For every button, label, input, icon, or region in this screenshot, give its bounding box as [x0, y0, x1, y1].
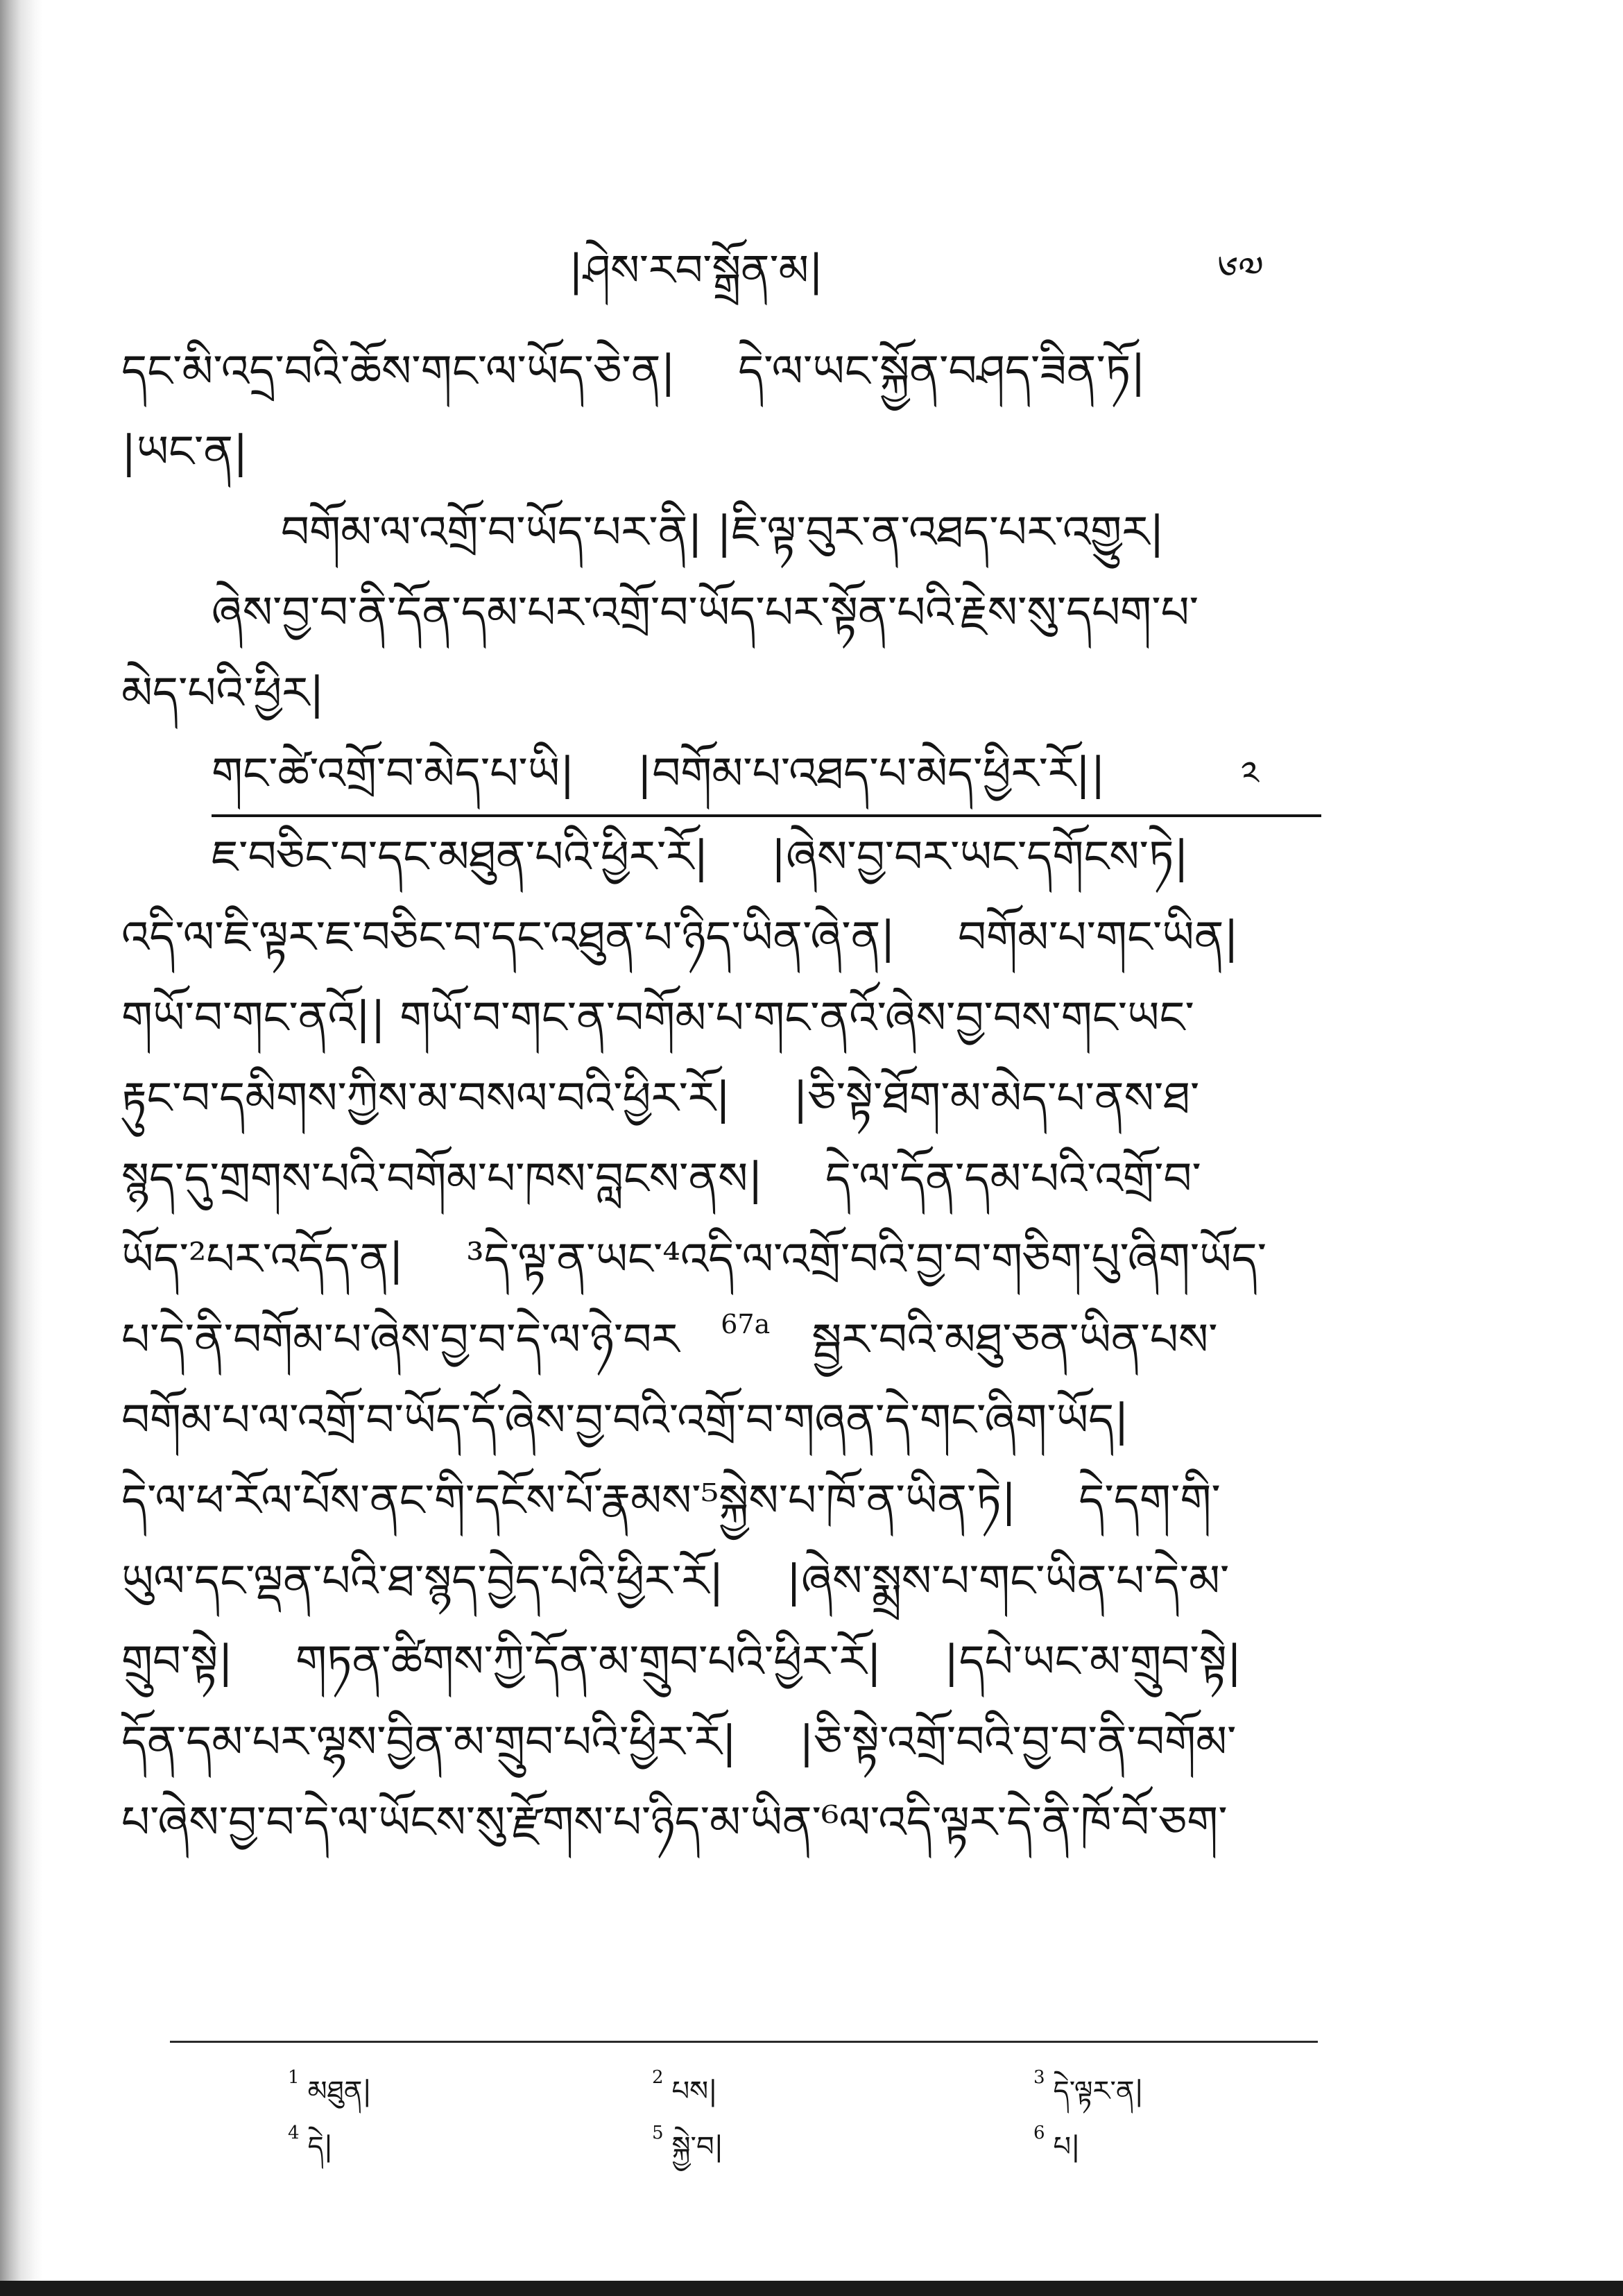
text-segment: འདི་ལ་ཇི་ལྟར་ཇ་བཅིང་བ་དང་འཐུན་པ་ཉིད་ཡིན་ཞེ་ན|: [121, 912, 895, 963]
scan-shadow-left: [0, 0, 43, 2296]
text-segment: མེད་པའི་ཕྱིར|: [121, 668, 325, 719]
text-line: [121, 1461, 1328, 1541]
footnote: [1033, 2119, 1081, 2175]
footnote-row: [170, 2119, 1318, 2175]
text-segment: གྲུབ་སྟེ|: [121, 1636, 234, 1688]
text-line: [121, 817, 1328, 898]
text-segment: དང་མི་འདྲ་བའི་ཆོས་གང་ལ་ཡོད་ཅེ་ན|: [121, 346, 676, 397]
text-segment: |ཅི་སྟེ་འགྲོ་བའི་བྱ་བ་ནི་བགོམ་: [799, 1717, 1237, 1768]
text-segment: དེ་ལ་དོན་དམ་པའི་འགྲོ་བ་: [825, 1154, 1201, 1205]
text-line: [121, 1219, 1328, 1300]
text-segment: |ཡང་ན|: [121, 427, 248, 478]
text-segment: གཡོ་བ་གང་ནའོ|| གཡོ་བ་གང་ན་བགོམ་པ་གང་ནའོ་ཞེས་བྱ་བས་གང་ཡང་: [121, 993, 1194, 1044]
text-line: [121, 412, 1328, 492]
text-segment: དེ་ལ་ཡང་སྐྱོན་བཤད་ཟིན་ཏོ|: [738, 346, 1146, 397]
text-segment: |ཅི་སྟེ་ཐོག་མ་མེད་པ་ནས་ཐ་: [793, 1073, 1200, 1124]
footnotes: [170, 2064, 1318, 2182]
text-segment: ཇ་བཅིང་བ་དང་མཐུན་པའི་ཕྱིར་རོ|: [212, 832, 709, 883]
main-text: [121, 332, 1328, 1863]
footnote: [652, 2064, 718, 2119]
text-segment: སྦྱར་བའི་མཐུ་ཅན་ཡིན་པས་: [812, 1314, 1218, 1366]
text-segment: |ཞེས་བྱ་བར་ཡང་དགོངས་ཏེ|: [771, 832, 1189, 883]
text-line: [121, 978, 1328, 1059]
page-number: ༦༧: [1217, 247, 1264, 294]
footnote: [1033, 2064, 1144, 2119]
footnote-text: སྐྱེ་བ|: [671, 2131, 724, 2163]
footnote-text: མཐུན|: [307, 2075, 372, 2107]
footnote-text: པ|: [1053, 2131, 1081, 2163]
text-line: [121, 653, 1328, 734]
text-segment: |བགོམ་པ་འཐད་པ་མེད་ཕྱིར་རོ||: [637, 748, 1106, 800]
footnote-number: 1: [288, 2067, 300, 2088]
verse-line: [121, 492, 1328, 573]
text-line: [121, 1783, 1328, 1863]
text-segment: བགོམ་པ་ལ་འགྲོ་བ་ཡོད་དོ་ཞེས་བྱ་བའི་འགྲོ་བ་གཞན་དེ་གང་ཞིག་ཡོད|: [121, 1395, 1129, 1446]
text-segment: ཡུལ་དང་ལྡན་པའི་ཐ་སྙད་བྱེད་པའི་ཕྱིར་རོ|: [121, 1556, 724, 1607]
page-header: [0, 236, 1623, 305]
text-line: [121, 573, 1328, 653]
footnote-number: 3: [1033, 2067, 1045, 2088]
text-line: [121, 898, 1328, 978]
scan-edge-bottom: [0, 2281, 1623, 2296]
footnote: [288, 2119, 333, 2175]
text-line: [121, 1702, 1328, 1783]
text-segment: གཏན་ཚིགས་ཀྱི་དོན་མ་གྲུབ་པའི་ཕྱིར་རོ|: [295, 1636, 882, 1688]
text-line: [121, 1541, 1328, 1622]
text-line: [121, 1380, 1328, 1461]
footnote-number: 4: [288, 2123, 300, 2143]
text-line: [121, 1622, 1328, 1702]
text-segment: ³དེ་ལྟ་ན་ཡང་⁴འདི་ལ་འགྲོ་བའི་བྱ་བ་གཅིག་པུ་ཞིག་ཡོད་: [466, 1234, 1267, 1285]
text-line: [121, 332, 1328, 412]
footnote-text: དེ|: [307, 2131, 334, 2163]
text-segment: པ་དེ་ནི་བགོམ་པ་ཞེས་བྱ་བ་དེ་ལ་ཉེ་བར: [121, 1314, 680, 1366]
folio-reference: 67a: [721, 1309, 771, 1339]
text-segment: |དཔེ་ཡང་མ་གྲུབ་སྟེ|: [944, 1636, 1242, 1688]
footnote-text: དེ་ལྟར་ན|: [1053, 2075, 1144, 2107]
text-segment: བགོམ་པ་གང་ཡིན|: [957, 912, 1239, 963]
text-segment: བགོམ་ལ་འགྲོ་བ་ཡོད་པར་ནི| |ཇི་ལྟ་བུར་ན་འཐད་པར་འགྱུར|: [281, 507, 1165, 558]
running-title: |ཤེས་རབ་སྒྲོན་མ|: [569, 245, 823, 295]
text-segment: སྙད་དུ་གྲགས་པའི་བགོམ་པ་ཁས་བླངས་ནས|: [121, 1154, 763, 1205]
text-segment: |ཞེས་སྨྲས་པ་གང་ཡིན་པ་དེ་མ་: [786, 1556, 1230, 1607]
text-line: [121, 1300, 1328, 1380]
footnote: [288, 2064, 372, 2119]
text-segment: དོན་དམ་པར་ལྷས་བྱིན་མ་གྲུབ་པའི་ཕྱིར་རོ|: [121, 1717, 737, 1768]
footnote-number: 2: [652, 2067, 664, 2088]
text-segment: རྟུང་བ་དམིགས་ཀྱིས་མ་བསལ་བའི་ཕྱིར་རོ|: [121, 1073, 731, 1124]
text-segment: ཡོད་²པར་འདོད་ན|: [121, 1234, 404, 1285]
text-segment: ཞེས་བྱ་བ་ནི་དོན་དམ་པར་འགྲོ་བ་ཡོད་པར་སྟོན་པའི་རྗེས་སུ་དཔག་པ་: [212, 588, 1199, 639]
text-segment: དེ་དག་གི་: [1079, 1475, 1221, 1527]
text-segment: དེ་ལ་ཕ་རོལ་པོས་ནང་གི་དངོས་པོ་རྣམས་⁵སྐྱེས་པ་ཁོ་ན་ཡིན་ཏེ|: [121, 1475, 1017, 1527]
footnote-divider: [170, 2041, 1318, 2043]
verse-marker: ༢: [1241, 754, 1259, 794]
footnote-number: 5: [652, 2123, 664, 2143]
text-line: [121, 1059, 1328, 1139]
footnote-row: [170, 2064, 1318, 2119]
footnote-text: པས|: [671, 2075, 718, 2107]
verse-line-underlined: [212, 734, 1321, 817]
text-segment: པ་ཞེས་བྱ་བ་དེ་ལ་ཡོངས་སུ་རྫོགས་པ་ཉིད་མ་ཡིན་⁶ལ་འདི་ལྟར་དེ་ནི་ཁོ་བོ་ཅག་: [121, 1797, 1228, 1849]
footnote-number: 6: [1033, 2123, 1045, 2143]
text-segment: གང་ཚེ་འགྲོ་བ་མེད་པ་ཡི|: [212, 748, 575, 800]
text-line: [121, 1139, 1328, 1219]
footnote: [652, 2119, 723, 2175]
